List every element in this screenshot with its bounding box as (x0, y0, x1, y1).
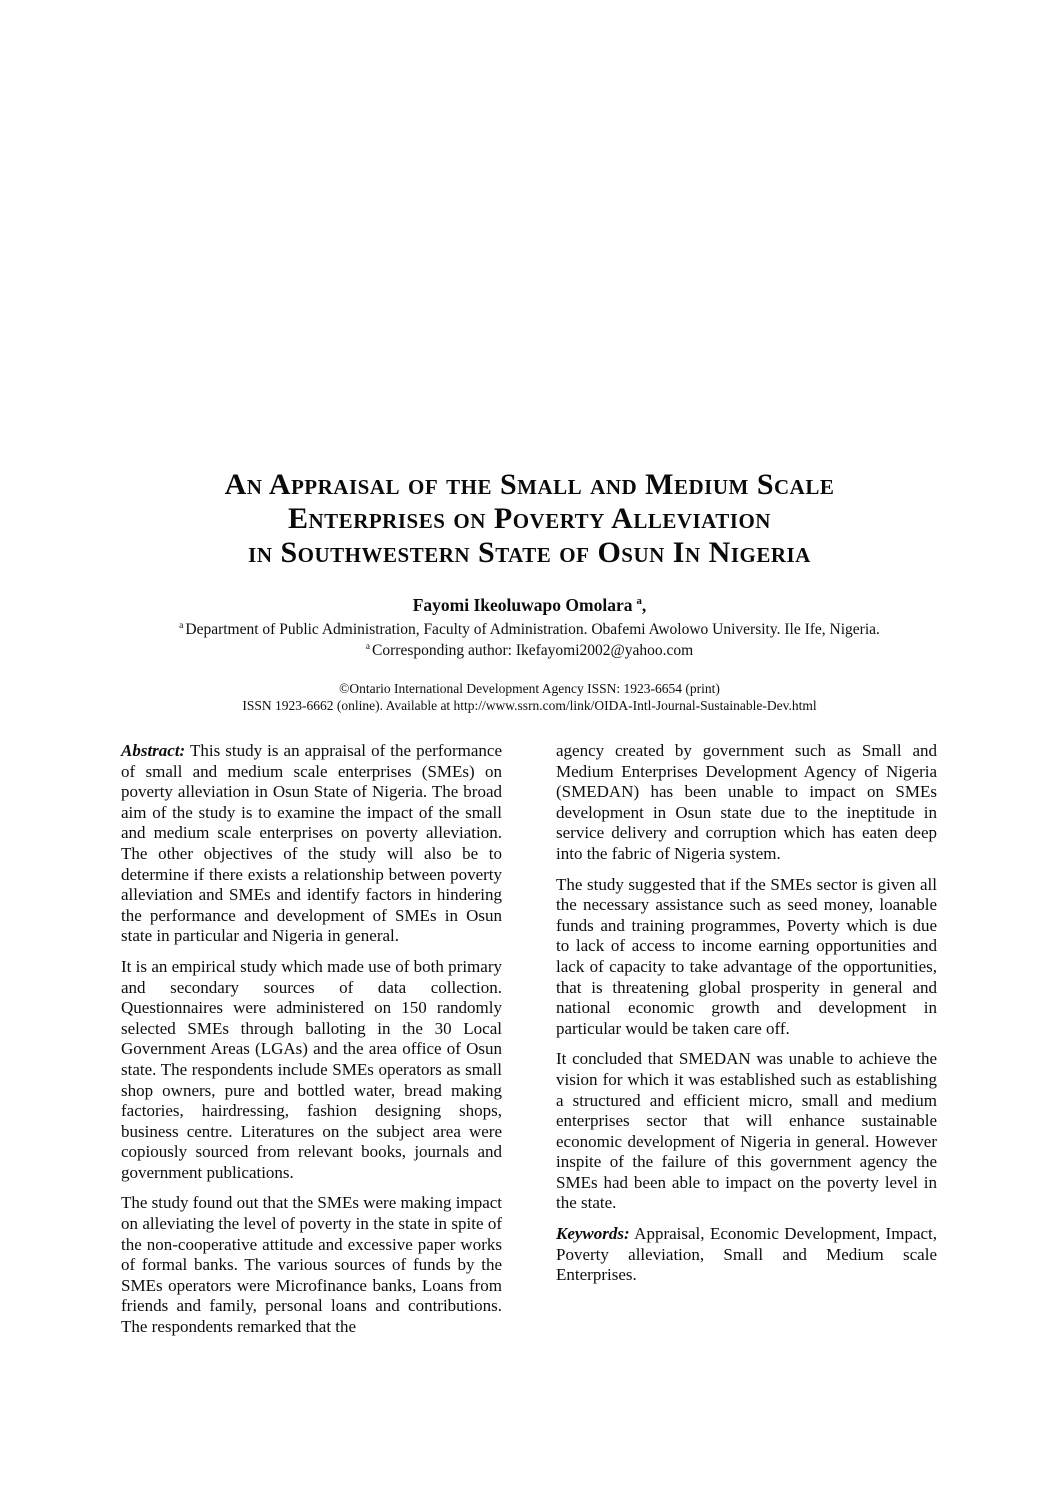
author-block (121, 594, 938, 661)
abstract-label: Abstract: (121, 741, 186, 760)
title-line-3: in Southwestern State of Osun In Nigeria (248, 536, 811, 569)
abstract-paragraph-3: The study found out that the SMEs were making impact on alleviating the level of poverty in the state in spite of the non-cooperative attitude and excessive paper works of formal banks. The various sources of funds by the SMEs operators were Microfinance banks, Loans from friends and family, personal loans and contributions. The respondents remarked that the (121, 1193, 503, 1337)
author-suffix: , (641, 595, 647, 615)
keywords-text: Appraisal, Economic Development, Impact, Poverty alleviation, Small and Medium scale Enterprises. (556, 1224, 938, 1285)
corresponding-author-text: Corresponding author: Ikefayomi2002@yahoo.com (372, 642, 694, 659)
corresponding-author-line (121, 640, 938, 661)
abstract-columns (121, 741, 938, 1338)
affiliation-footnote-mark: a (179, 619, 184, 631)
affiliation-line (121, 619, 938, 640)
abstract-paragraph-1 (121, 741, 502, 947)
column-left (121, 741, 502, 1338)
paper-title (121, 468, 938, 570)
abstract-paragraph-2: It is an empirical study which made use of both primary and secondary sources of data collection. Questionnaires were administered on 150 randomly selected SMEs through balloting in the 30 Local Government Areas (LGAs) and the area office of Osun state. The respondents include SMEs operators as small shop owners, pure and bottled water, bread making factories, hairdressing, fashion designing shops, business centre. Literatures on the subject area were copiously sourced from relevant books, journals and government publications. (121, 956, 502, 1182)
abstract-paragraph-5: It concluded that SMEDAN was unable to achieve the vision for which it was established such as establishing a structured and efficient micro, small and medium enterprises sector that will enhance sustainable economic development of Nigeria in general. However inspite of the failure of this government agency the SMEs had been able to impact on the poverty level in the state. (556, 1049, 937, 1213)
affiliation-text: Department of Public Administration, Faculty of Administration. Obafemi Awolowo University. Ile Ife, Nigeria. (185, 621, 880, 638)
column-right (556, 741, 937, 1338)
abstract-paragraph-1-text: This study is an appraisal of the performance of small and medium scale enterprises (SMEs) on poverty alleviation in Osun State of Nigeria. The broad aim of the study is to examine the impact of the small and medium scale enterprises on poverty alleviation. The other objectives of the study will also be to determine if there exists a relationship between poverty alleviation and SMEs and identify factors in hindering the performance and development of SMEs in Osun state in particular and Nigeria in general. (121, 741, 502, 946)
author-name-text: Fayomi Ikeoluwapo Omolara (412, 595, 633, 615)
publisher-issn-online-line: ISSN 1923-6662 (online). Available at http://www.ssrn.com/link/OIDA-Intl-Journal-Sustainable-Dev.html (242, 698, 817, 713)
publisher-block (121, 680, 938, 714)
title-line-1: An Appraisal of the Small and Medium Scale (224, 468, 835, 501)
title-line-2: Enterprises on Poverty Alleviation (288, 502, 771, 535)
publisher-issn-print-line: ©Ontario International Development Agency ISSN: 1923-6654 (print) (339, 681, 720, 696)
corresponding-footnote-mark: a (365, 640, 371, 652)
author-footnote-mark: a (636, 595, 642, 608)
paper-content (121, 468, 938, 1338)
abstract-paragraph-4: The study suggested that if the SMEs sector is given all the necessary assistance such as seed money, loanable funds and training programmes, Poverty which is due to lack of access to income earning opportunities and lack of capacity to take advantage of the opportunities, that is threatening global prosperity in general and national economic growth and development in particular would be taken care off. (556, 874, 937, 1038)
keywords-label: Keywords: (556, 1224, 630, 1244)
author-name (121, 594, 938, 617)
keywords-paragraph (556, 1224, 937, 1286)
abstract-paragraph-3-continued: agency created by government such as Small and Medium Enterprises Development Agency of Nigeria (SMEDAN) has been unable to impact on SMEs development in Osun state due to the ineptitude in service delivery and corruption which has eaten deep into the fabric of Nigeria system. (556, 741, 937, 863)
